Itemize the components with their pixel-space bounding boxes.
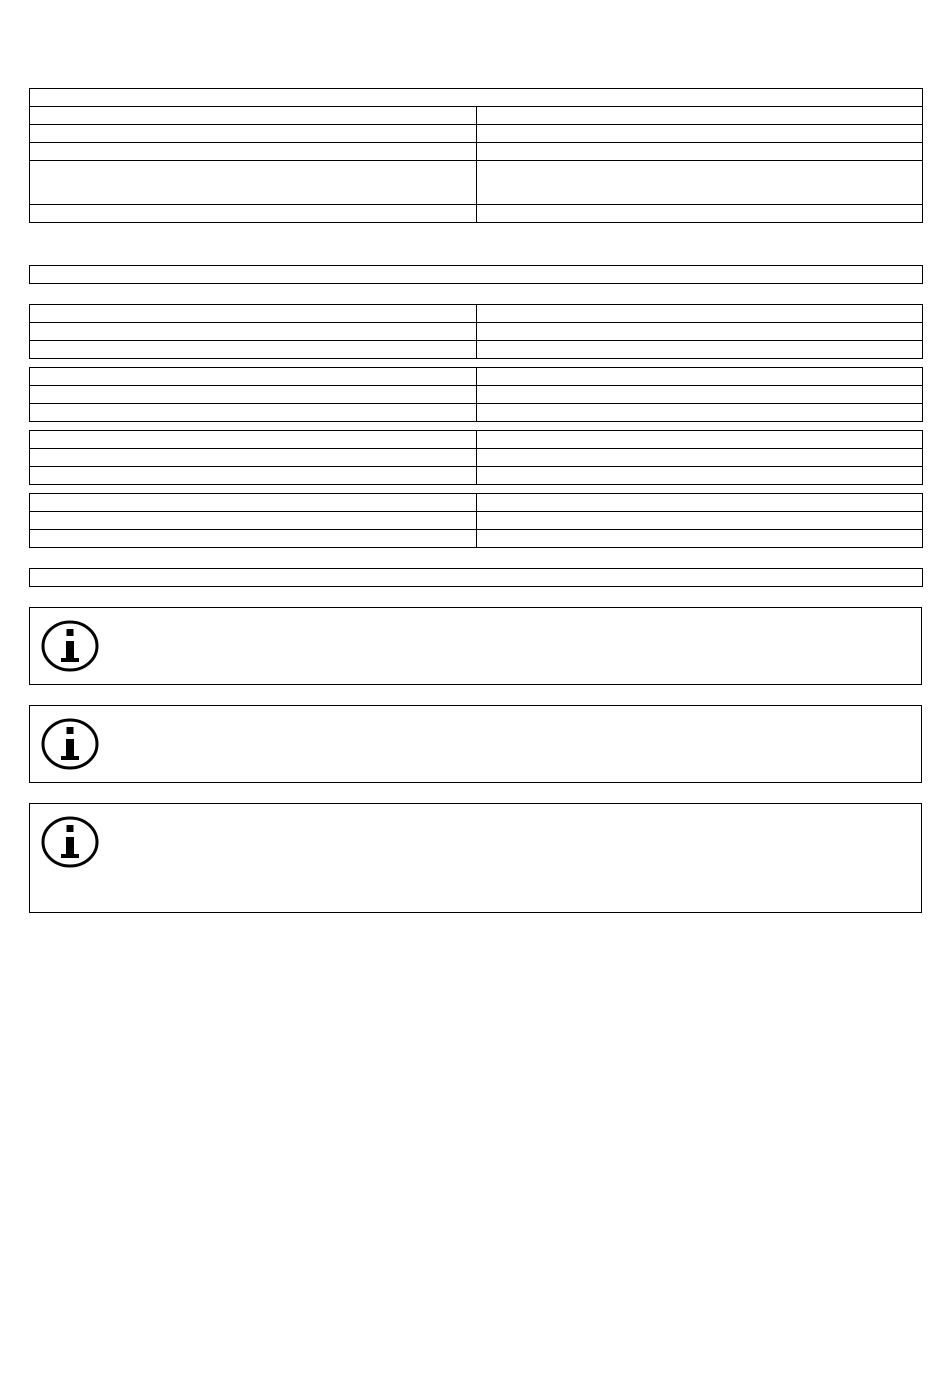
table-row: [30, 404, 923, 422]
table-cell-label: [30, 512, 477, 530]
spacer: [29, 685, 922, 705]
table-cell-label: [30, 467, 477, 485]
table-cell-label: [30, 386, 477, 404]
table-row: [30, 89, 923, 107]
table-cell-label: [30, 205, 477, 223]
table-cell-value: [477, 323, 923, 341]
table-cell-value: [477, 368, 923, 386]
table-row: [30, 530, 923, 548]
note-box: [29, 607, 922, 685]
table-row: [30, 494, 923, 512]
table-cell-label: [30, 305, 477, 323]
table-row: [30, 449, 923, 467]
note-text: [114, 616, 911, 622]
note-box: [29, 803, 922, 913]
spacer: [29, 783, 922, 803]
table-cell-value: [477, 386, 923, 404]
table-row: [30, 161, 923, 205]
table-row: [30, 512, 923, 530]
table-row: [30, 431, 923, 449]
spacer: [29, 359, 922, 367]
info-icon: [40, 812, 100, 872]
table-cell-label: [30, 161, 477, 205]
table-row: [30, 323, 923, 341]
spacer: [29, 284, 922, 304]
table-cell-label: [30, 368, 477, 386]
spacer: [29, 587, 922, 607]
table-row: [30, 205, 923, 223]
table-cell-label: [30, 449, 477, 467]
table-row: [30, 341, 923, 359]
table-row: [30, 368, 923, 386]
table-cell-value: [477, 404, 923, 422]
table-block-2-group-3: [29, 430, 923, 485]
table-cell-value: [477, 530, 923, 548]
table-cell-label: [30, 323, 477, 341]
table-cell-label: [30, 431, 477, 449]
table-cell-value: [477, 449, 923, 467]
table-cell-value: [477, 431, 923, 449]
table-cell-value: [476, 107, 923, 125]
table-block-2-group-2: [29, 367, 923, 422]
table-cell-label: [30, 143, 477, 161]
table-cell-value: [477, 467, 923, 485]
document-content: [29, 88, 922, 913]
table-header-cell: [30, 266, 923, 284]
table-cell-label: [30, 404, 477, 422]
table-cell-label: [30, 107, 477, 125]
table-block-2-group-1: [29, 304, 923, 359]
table-cell-value: [476, 143, 923, 161]
table-cell-value: [476, 161, 923, 205]
table-footer-cell: [30, 569, 923, 587]
info-icon: [40, 616, 100, 676]
table-cell-value: [477, 494, 923, 512]
table-cell-value: [477, 341, 923, 359]
table-cell-value: [476, 125, 923, 143]
table-cell-label: [30, 494, 477, 512]
table-row: [30, 125, 923, 143]
spacer: [29, 422, 922, 430]
table-cell-label: [30, 125, 477, 143]
note-text: [114, 714, 911, 720]
table-row: [30, 467, 923, 485]
spacer: [29, 548, 922, 568]
table-row: [30, 143, 923, 161]
note-box: [29, 705, 922, 783]
table-row: [30, 569, 923, 587]
info-icon: [40, 714, 100, 774]
table-row: [30, 386, 923, 404]
table-cell-label: [30, 341, 477, 359]
spacer: [29, 223, 922, 265]
table-row: [30, 305, 923, 323]
table-cell-value: [476, 205, 923, 223]
table-block-2-header: [29, 265, 923, 284]
table-cell-label: [30, 530, 477, 548]
table-block-2-footer: [29, 568, 923, 587]
note-text: [114, 812, 911, 818]
table-header-cell: [30, 89, 923, 107]
table-block-2-group-4: [29, 493, 923, 548]
table-cell-value: [477, 512, 923, 530]
table-row: [30, 266, 923, 284]
table-row: [30, 107, 923, 125]
table-cell-value: [477, 305, 923, 323]
table-block-1: [29, 88, 923, 223]
spacer: [29, 485, 922, 493]
